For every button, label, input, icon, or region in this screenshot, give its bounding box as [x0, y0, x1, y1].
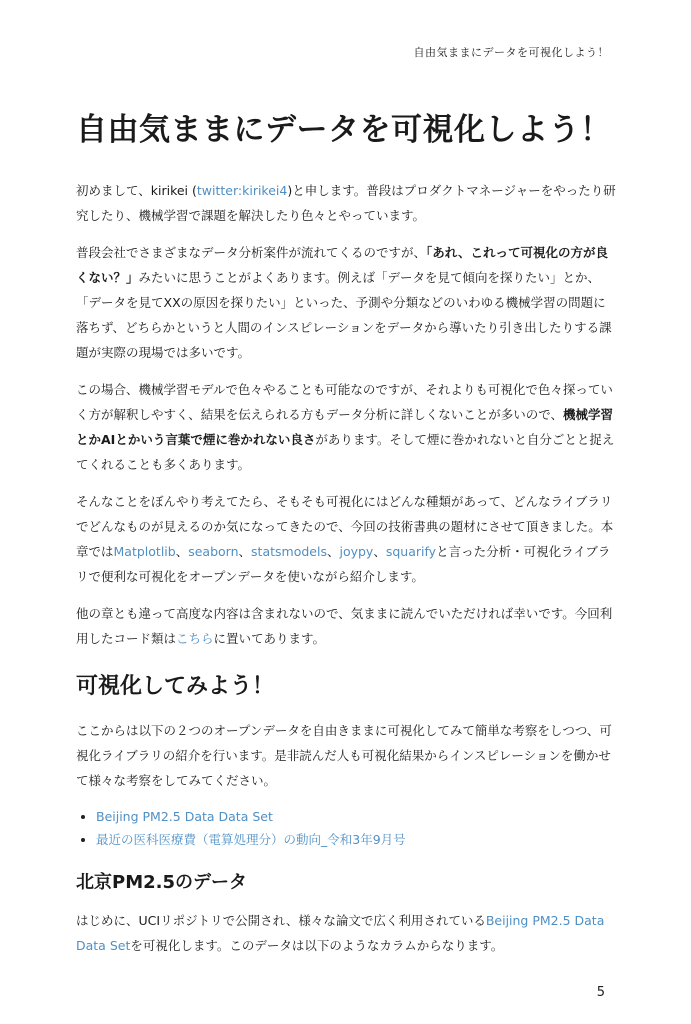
statsmodels-link[interactable]: statsmodels: [251, 544, 327, 560]
list-item: [96, 828, 616, 851]
subsection-text-1: はじめに、UCIリポジトリで公開され、様々な論文で広く利用されている: [76, 913, 486, 929]
seaborn-link[interactable]: seaborn: [188, 544, 239, 560]
para5-text-2: に置いてあります。: [213, 631, 326, 647]
list-item: [96, 805, 616, 828]
twitter-link[interactable]: twitter:kirikei4: [196, 183, 288, 199]
subsection-text-2: を可視化します。このデータは以下のようなカラムからなります。: [130, 938, 504, 954]
para3-text-2: があります。そして煙に巻かれないと自分ごとと捉えてくれることも多くあります。: [76, 432, 615, 473]
para2-text-1: 普段会社でさまざまなデータ分析案件が流れてくるのですが、: [76, 245, 427, 261]
paragraph-5: [76, 601, 616, 651]
section-heading: 可視化してみよう！: [76, 674, 275, 700]
para2-bold: 「あれ、これって可視化の方が良くない？」: [76, 245, 609, 286]
separator: 、: [238, 544, 252, 560]
main-content: [76, 110, 616, 970]
paragraph-4: [76, 489, 616, 589]
para2-text-2: みたいに思うことがよくあります。例えば「データを見て傾向を探りたい」とか、「データを見てXXの原因を探りたい」といった、予測や分類などのいわゆる機械学習の問題に落ちず、どちらかというと人間のインスピレーションをデータから導いたり引き出したりする課題が実際の現場では多いです。: [76, 270, 612, 361]
beijing-dataset-inline-link[interactable]: Beijing PM2.5 Data Data Set: [76, 913, 605, 954]
para4-text-2: と言った分析・可視化ライブラリで便利な可視化をオープンデータを使いながら紹介します。: [76, 544, 611, 585]
running-header: 自由気ままにデータを可視化しよう！: [413, 46, 609, 59]
separator: 、: [175, 544, 189, 560]
paragraph-2: [76, 240, 616, 365]
para4-text-1: そんなことをぼんやり考えてたら、そもそも可視化にはどんな種類があって、どんなライブラリでどんなものが見えるのか気になってきたので、今回の技術書典の題材にさせて頂きました。本章では: [76, 494, 614, 560]
matplotlib-link[interactable]: Matplotlib: [113, 544, 176, 560]
page-number: 5: [596, 985, 605, 1000]
joypy-link[interactable]: joypy: [339, 544, 374, 560]
paragraph-3: [76, 377, 616, 477]
para3-bold: 機械学習とかAIとかいう言葉で煙に巻かれない良さ: [76, 407, 614, 448]
separator: 、: [326, 544, 340, 560]
subsection-paragraph: [76, 908, 616, 958]
code-link[interactable]: こちら: [176, 631, 214, 647]
intro-text-1: 初めまして、kirikei (: [76, 183, 197, 199]
dataset-list: [76, 805, 616, 851]
subsection-heading: 北京PM2.5のデータ: [76, 871, 247, 893]
squarify-link[interactable]: squarify: [385, 544, 437, 560]
intro-paragraph: [76, 178, 616, 228]
separator: 、: [373, 544, 386, 560]
page-title: 自由気ままにデータを可視化しよう！: [76, 112, 612, 148]
para5-text-1: 他の章とも違って高度な内容は含まれないので、気ままに読んでいただければ幸いです。今回利用したコード類は: [76, 606, 613, 647]
para3-text-1: この場合、機械学習モデルで色々やることも可能なのですが、それよりも可視化で色々探っていく方が解釈しやすく、結果を伝えられる方もデータ分析に詳しくないことが多いので、: [76, 382, 613, 423]
beijing-dataset-link[interactable]: Beijing PM2.5 Data Data Set: [96, 808, 273, 824]
medical-cost-link[interactable]: 最近の医科医療費（電算処理分）の動向_令和3年9月号: [96, 831, 406, 847]
section-paragraph: ここからは以下の２つのオープンデータを自由きままに可視化してみて簡単な考察をしつつ、可視化ライブラリの紹介を行います。是非読んだ人も可視化結果からインスピレーションを働かせて様々な考察をしてみてください。: [76, 722, 612, 788]
intro-text-2: )と申します。普段はプロダクトマネージャーをやったり研究したり、機械学習で課題を解決したり色々とやっています。: [76, 183, 616, 224]
